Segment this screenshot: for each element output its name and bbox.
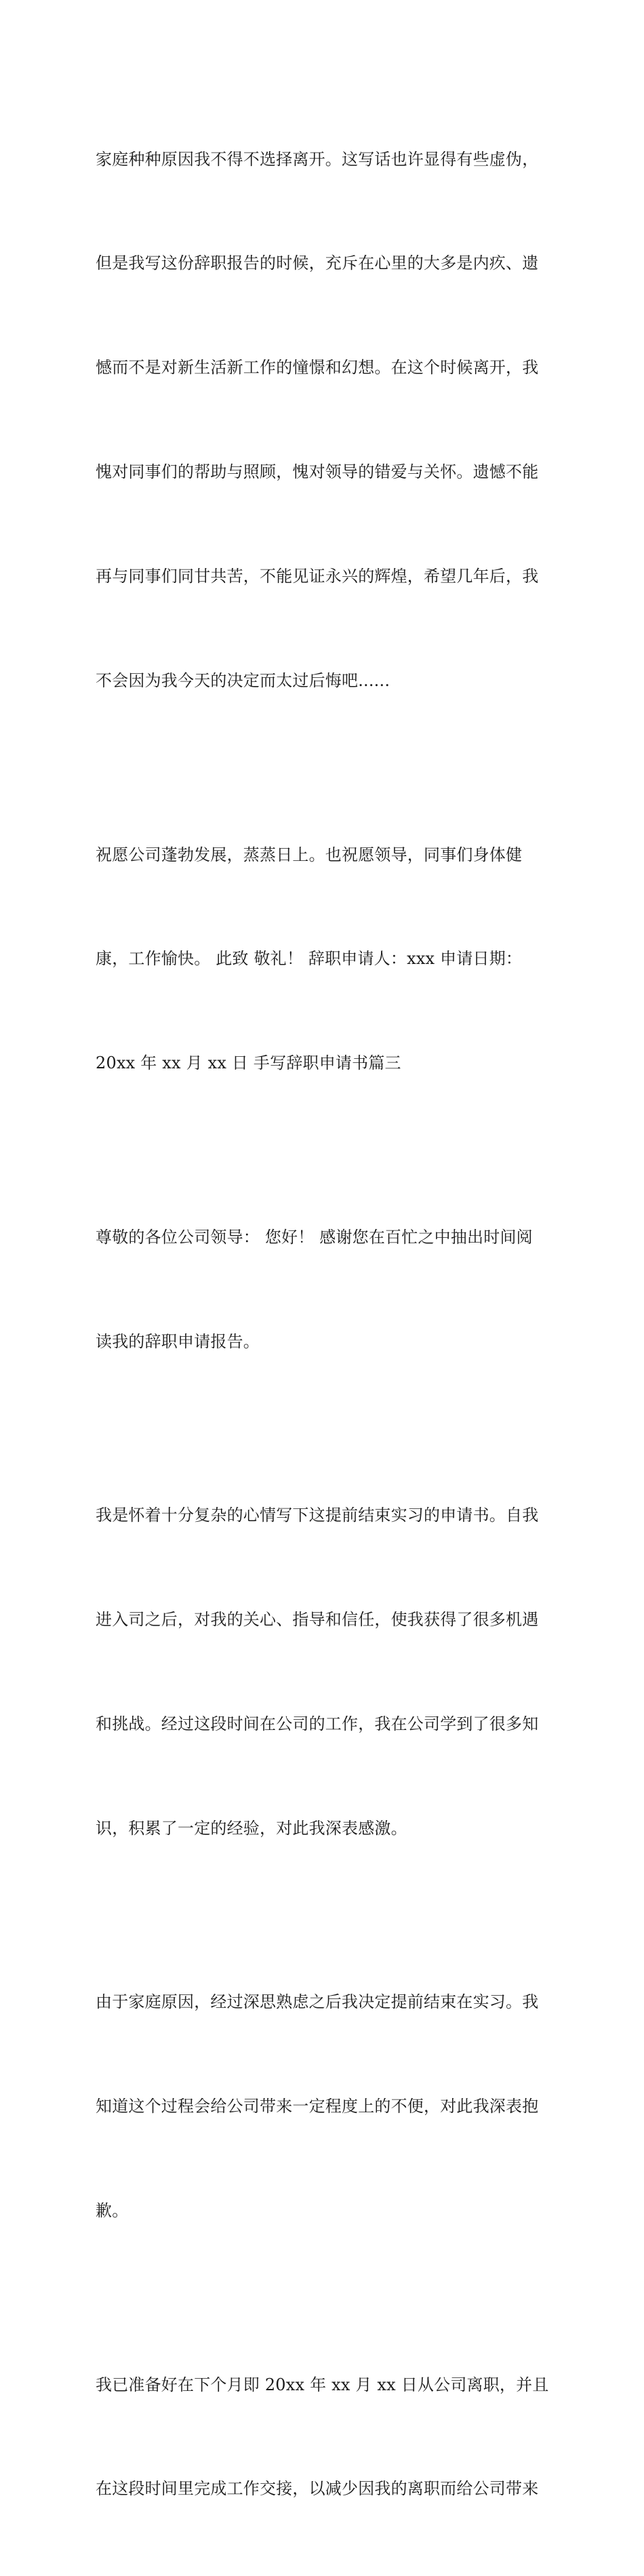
document-body <box>96 73 557 2576</box>
text-line: 我已准备好在下个月即 20xx 年 xx 月 xx 日从公司离职，并且 <box>96 2375 549 2394</box>
paragraph-salutation <box>96 1150 557 1428</box>
text-line: 歉。 <box>96 2201 129 2221</box>
paragraph-regret <box>96 73 557 768</box>
text-line: 尊敬的各位公司领导： 您好！ 感谢您在百忙之中抽出时间阅 <box>96 1227 533 1247</box>
text-line: 祝愿公司蓬勃发展，蒸蒸日上。也祝愿领导，同事们身体健 <box>96 845 523 864</box>
text-line: 进入司之后，对我的关心、指导和信任，使我获得了很多机遇 <box>96 1610 539 1630</box>
text-line: 由于家庭原因，经过深思熟虑之后我决定提前结束在实习。我 <box>96 1992 539 2012</box>
text-line: 读我的辞职申请报告。 <box>96 1331 260 1351</box>
text-line: 知道这个过程会给公司带来一定程度上的不便，对此我深表抱 <box>96 2097 539 2116</box>
paragraph-gratitude <box>96 1429 557 1916</box>
text-line: 20xx 年 xx 月 xx 日 手写辞职申请书篇三 <box>96 1053 401 1073</box>
text-line: 康，工作愉快。 此致 敬礼！ 辞职申请人：xxx 申请日期： <box>96 949 523 969</box>
text-line: 家庭种种原因我不得不选择离开。这写话也许显得有些虚伪， <box>96 149 539 169</box>
paragraph-closing <box>96 768 557 1150</box>
text-line: 但是我写这份辞职报告的时候，充斥在心里的大多是内疚、遗 <box>96 254 539 273</box>
text-line: 识，积累了一定的经验，对此我深表感激。 <box>96 1818 407 1838</box>
paragraph-reason <box>96 1916 557 2298</box>
text-line: 在这段时间里完成工作交接，以减少因我的离职而给公司带来 <box>96 2479 539 2499</box>
text-line: 和挑战。经过这段时间在公司的工作，我在公司学到了很多知 <box>96 1714 539 1733</box>
text-line: 不会因为我今天的决定而太过后悔吧...... <box>96 671 390 691</box>
text-line: 憾而不是对新生活新工作的憧憬和幻想。在这个时候离开，我 <box>96 358 539 378</box>
text-line: 我是怀着十分复杂的心情写下这提前结束实习的申请书。自我 <box>96 1506 539 1525</box>
paragraph-handover <box>96 2298 557 2576</box>
text-line: 愧对同事们的帮助与照顾，愧对领导的错爱与关怀。遗憾不能 <box>96 462 539 482</box>
text-line: 再与同事们同甘共苦，不能见证永兴的辉煌，希望几年后，我 <box>96 567 539 586</box>
